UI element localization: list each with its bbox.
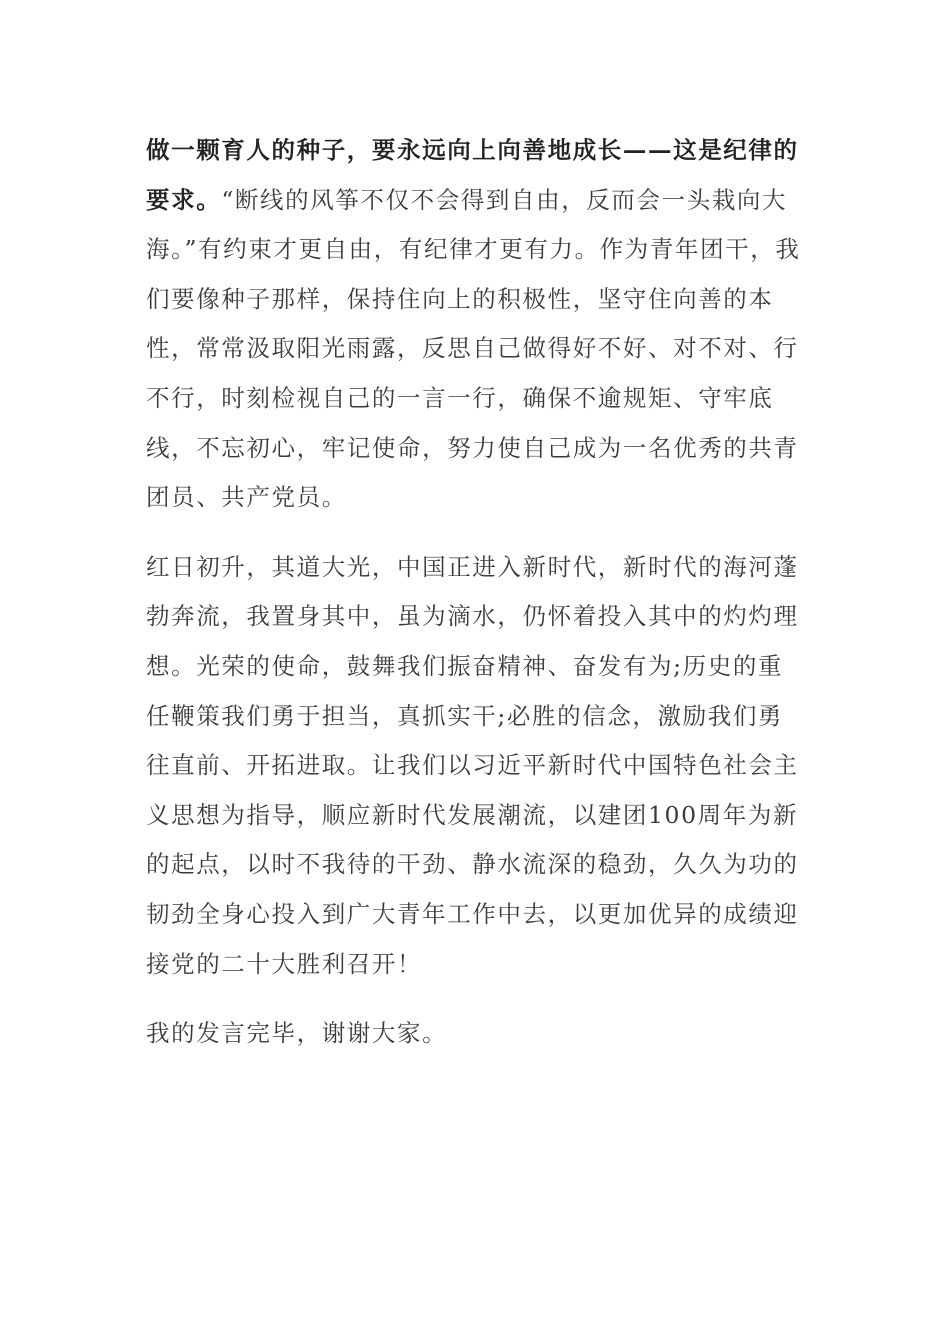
paragraph-text: “断线的风筝不仅不会得到自由，反而会一头栽向大海。”有约束才更自由，有纪律才更有力。作为青年团干，我们要像种子那样，保持住向上的积极性，坚守住向善的本性，常常汲取阳光雨露，反思自己做得好不好、对不对、行不行，时刻检视自己的一言一行，确保不逾规矩、守牢底线，不忘初心，牢记使命，努力使自己成为一名优秀的共青团员、共产党员。 <box>146 185 801 512</box>
paragraph-closing <box>146 1009 806 1059</box>
paragraph-text: 红日初升，其道大光，中国正进入新时代，新时代的海河蓬勃奔流，我置身其中，虽为滴水，仍怀着投入其中的灼灼理想。光荣的使命，鼓舞我们振奋精神、奋发有为;历史的重任鞭策我们勇于担当，真抓实干;必胜的信念，激励我们勇往直前、开拓进取。让我们以习近平新时代中国特色社会主义思想为指导，顺应新时代发展潮流，以建团100周年为新的起点，以时不我待的干劲、静水流深的稳劲，久久为功的韧劲全身心投入到广大青年工作中去，以更加优异的成绩迎接党的二十大胜利召开！ <box>146 552 799 978</box>
paragraph-discipline <box>146 126 806 523</box>
document-body <box>146 126 806 1079</box>
paragraph-new-era <box>146 543 806 989</box>
paragraph-lead-bold: 做一颗育人的种子，要永远向上向善地成长——这是纪律的要求。 <box>146 136 799 214</box>
paragraph-text: 我的发言完毕，谢谢大家。 <box>146 1019 448 1048</box>
